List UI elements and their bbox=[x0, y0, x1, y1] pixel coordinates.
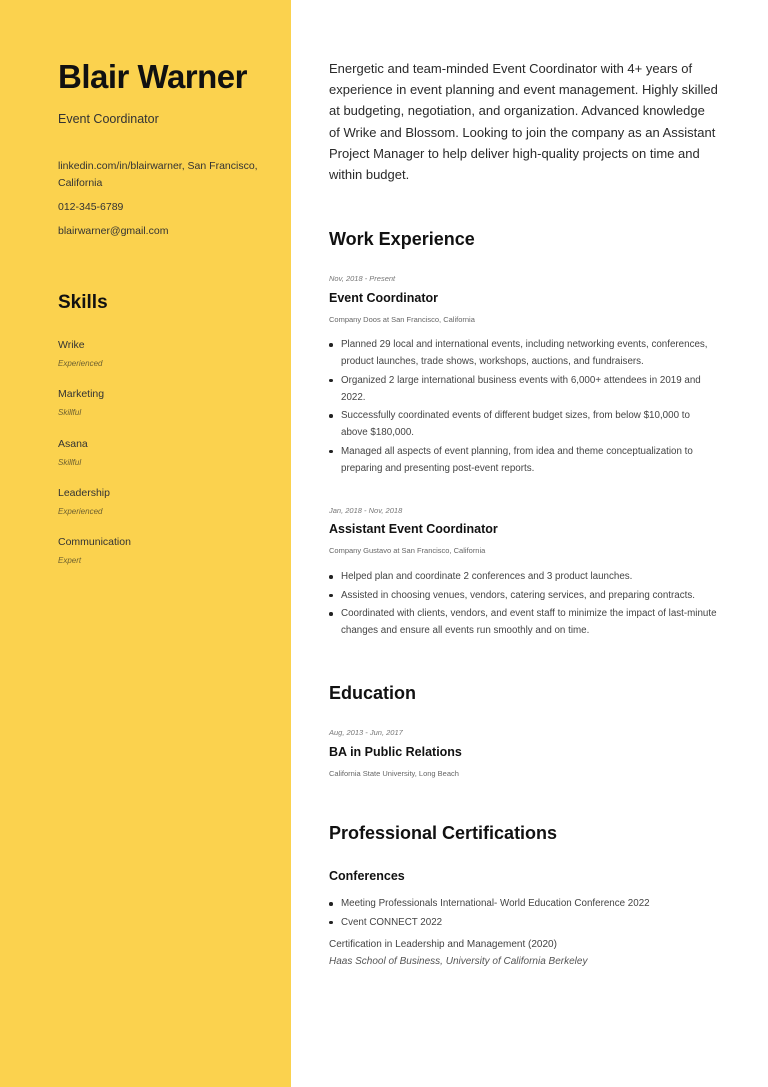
bullet-item: Managed all aspects of event planning, from idea and theme conceptualization to preparing and presenting post-event reports. bbox=[329, 443, 719, 477]
bullet-item: Successfully coordinated events of different budget sizes, from below $10,000 to above $180,000. bbox=[329, 407, 719, 441]
certifications-heading: Professional Certifications bbox=[329, 823, 558, 843]
skill-level: Expert bbox=[58, 556, 82, 566]
skill-name: Wrike bbox=[58, 339, 85, 351]
bullet-item: Assisted in choosing venues, vendors, catering services, and preparing contracts. bbox=[329, 587, 719, 604]
bullet-item: Helped plan and coordinate 2 conferences and 3 product launches. bbox=[329, 568, 719, 585]
job-company: Company Gustavo at San Francisco, California bbox=[329, 546, 486, 555]
skill-level: Experienced bbox=[58, 359, 103, 368]
certification-school: Haas School of Business, University of California Berkeley bbox=[329, 956, 588, 967]
skill-name: Leadership bbox=[58, 486, 110, 499]
sidebar bbox=[0, 0, 291, 1087]
skill-item bbox=[58, 487, 131, 536]
contact-info bbox=[58, 158, 273, 247]
job-date: Jan, 2018 - Nov, 2018 bbox=[329, 506, 403, 515]
job-bullets bbox=[329, 336, 719, 478]
candidate-role: Event Coordinator bbox=[58, 112, 159, 126]
bullet-item: Coordinated with clients, vendors, and event staff to minimize the impact of last-minute changes and ensure all events run smoothly and on time. bbox=[329, 605, 719, 639]
skill-name: Communication bbox=[58, 536, 131, 549]
skill-level: Skillful bbox=[58, 457, 82, 467]
skill-item bbox=[58, 388, 131, 437]
skill-item bbox=[58, 339, 131, 388]
skill-item bbox=[58, 536, 131, 585]
skills-list bbox=[58, 339, 131, 585]
education-school: California State University, Long Beach bbox=[329, 769, 459, 778]
job-bullets bbox=[329, 568, 719, 641]
skill-item bbox=[58, 438, 131, 487]
candidate-name: Blair Warner bbox=[58, 58, 248, 95]
job-title: Assistant Event Coordinator bbox=[329, 522, 498, 536]
skill-name: Asana bbox=[58, 437, 88, 450]
summary: Energetic and team-minded Event Coordinator with 4+ years of experience in event planning and event management. Highly skilled at budgeting, negotiation, and organization. Advanced knowledge of Wrike and Blossom. Looking to join the company as an Assistant Project Manager to help deliver high-quality projects on time and within budget. bbox=[329, 61, 718, 183]
education-heading: Education bbox=[329, 683, 417, 703]
job-company: Company Doos at San Francisco, California bbox=[329, 315, 475, 324]
job-title: Event Coordinator bbox=[329, 291, 439, 305]
conference-item: Cvent CONNECT 2022 bbox=[329, 914, 719, 931]
bullet-item: Planned 29 local and international events, including networking events, conferences, product launches, trade shows, workshops, auctions, and fundraisers. bbox=[329, 336, 719, 370]
conference-item: Meeting Professionals International- World Education Conference 2022 bbox=[329, 895, 719, 912]
conference-list bbox=[329, 895, 719, 932]
education-date: Aug, 2013 - Jun, 2017 bbox=[329, 728, 403, 737]
work-experience-heading: Work Experience bbox=[329, 229, 475, 249]
skill-level: Experienced bbox=[58, 506, 103, 516]
education-degree: BA in Public Relations bbox=[329, 745, 462, 759]
contact-location-line1: linkedin.com/in/blairwarner, San Francisco, bbox=[58, 160, 258, 172]
job-date: Nov, 2018 - Present bbox=[329, 274, 396, 283]
conferences-heading: Conferences bbox=[329, 869, 405, 883]
skills-heading: Skills bbox=[58, 292, 108, 313]
contact-phone: 012-345-6789 bbox=[58, 201, 124, 213]
certification-name: Certification in Leadership and Management (2020) bbox=[329, 939, 557, 950]
skill-name: Marketing bbox=[58, 388, 105, 401]
contact-email: blairwarner@gmail.com bbox=[58, 225, 169, 237]
bullet-item: Organized 2 large international business events with 6,000+ attendees in 2019 and 2022. bbox=[329, 372, 719, 406]
contact-location-line2: California bbox=[58, 177, 103, 189]
skill-level: Skillful bbox=[58, 408, 82, 418]
